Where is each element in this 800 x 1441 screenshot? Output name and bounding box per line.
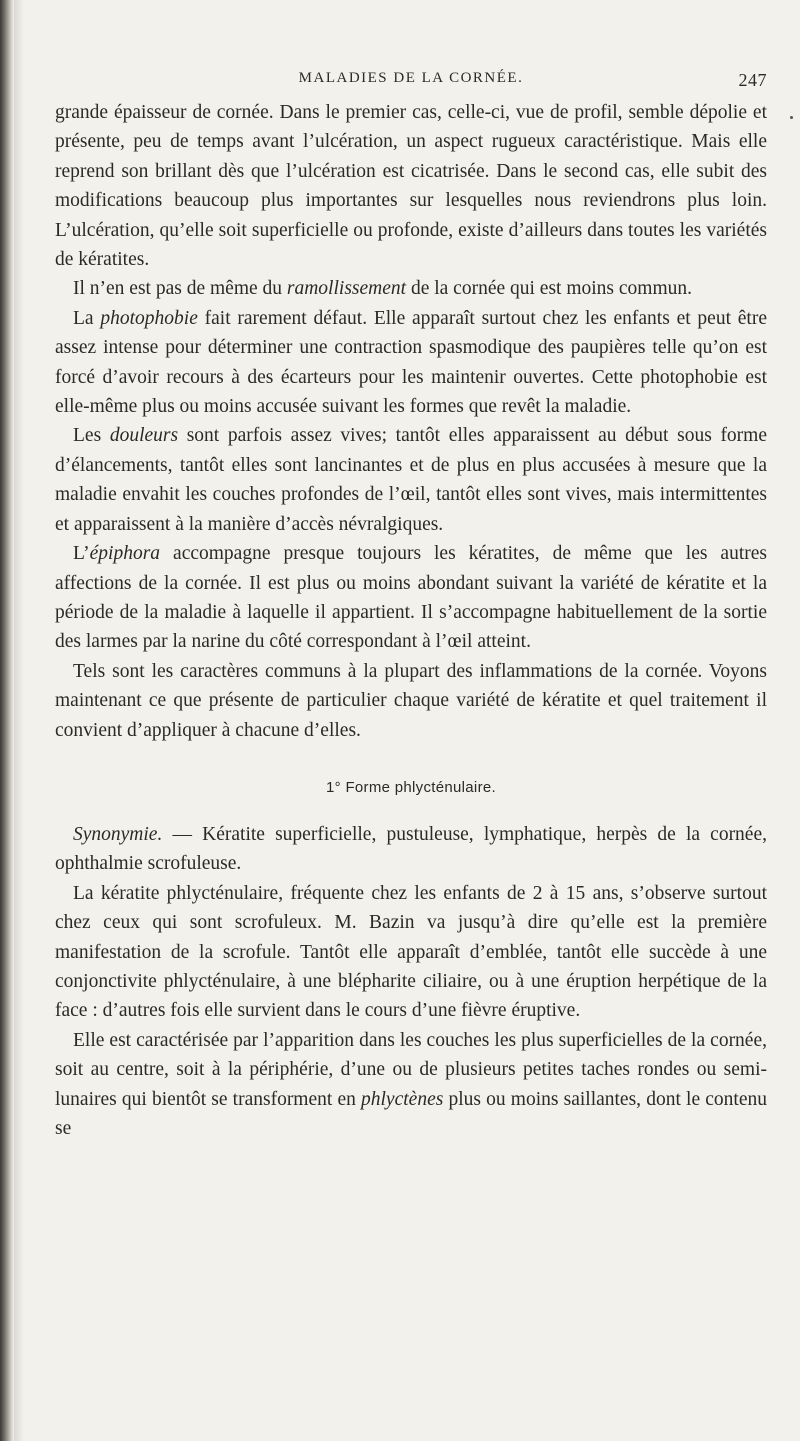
binding-shadow xyxy=(14,0,24,1441)
speck xyxy=(790,116,793,119)
paragraph xyxy=(55,98,767,274)
text-run: fait rarement défaut. Elle apparaît surtout chez les enfants et peut être assez intense pour déterminer une contraction spasmodique des paupières telle qu’on est forcé d’avoir recours à des écarteurs pour les maintenir ouvertes. Cette photophobie est elle-même plus ou moins accusée suivant les formes que revêt la maladie. xyxy=(55,307,767,418)
text-run: L’ xyxy=(73,543,90,565)
italic-term: photophobie xyxy=(100,307,198,329)
text-run: — Kératite superficielle, pustuleuse, lymphatique, herpès de la cornée, ophthalmie scrofuleuse. xyxy=(55,823,767,875)
italic-term: ramollissement xyxy=(286,278,407,300)
paragraph xyxy=(55,274,767,303)
italic-term: épiphora xyxy=(89,543,161,565)
paragraph xyxy=(55,1026,767,1144)
body-text-bottom xyxy=(55,820,767,1143)
text-run: de la cornée qui est moins commun. xyxy=(406,278,692,300)
body-text-top xyxy=(55,98,767,745)
section-heading: 1° Forme phlycténulaire. xyxy=(326,778,496,796)
text-run: grande épaisseur de cornée. Dans le premier cas, celle-ci, vue de profil, semble dépolie et présente, peu de temps avant l’ulcération, un aspect rugueux caractéristique. Mais elle reprend son brillant dès que l’ulcération est cicatrisée. Dans le second cas, elle subit des modifications beaucoup plus importantes sur lesquelles nous reviendrons plus loin. L’ulcération, qu’elle soit superficielle ou profonde, existe d’ailleurs dans toutes les variétés de kératites. xyxy=(55,102,767,271)
running-head xyxy=(55,70,767,92)
text-run: Elle est caractérisée par l’apparition dans les couches les plus superficielles de la cornée, soit au centre, soit à la périphérie, d’une ou de plusieurs petites taches rondes ou semi-lunaires qui bientôt se transforment en xyxy=(55,1029,767,1110)
text-run: Tels sont les caractères communs à la plupart des inflammations de la cornée. Voyons maintenant ce que présente de particulier chaque variété de kératite et quel traitement il convient d’appliquer à chacune d’elles. xyxy=(55,660,767,741)
text-run: Les xyxy=(73,425,110,447)
text-run: sont parfois assez vives; tantôt elles apparaissent au début sous forme d’élancements, tantôt elles sont lancinantes et de plus en plus accusées à mesure que la maladie envahit les couches profondes de l’œil, tantôt elles sont vives, mais intermittentes et apparaissent à la manière d’accès névralgiques. xyxy=(55,425,767,535)
book-page xyxy=(55,70,767,1143)
text-run: plus ou moins saillantes, dont le contenu se xyxy=(55,1088,767,1139)
running-head-title: MALADIES DE LA CORNÉE. xyxy=(298,70,524,86)
paragraph xyxy=(55,421,767,539)
text-run: accompagne presque toujours les kératites, de même que les autres affections de la cornée. Il est plus ou moins abondant suivant la variété de kératite et la période de la maladie à laquelle il appartient. Il s’accompagne habituellement de la sortie des larmes par la narine du côté correspondant à l’œil atteint. xyxy=(55,543,767,653)
paragraph xyxy=(55,304,767,422)
page-number: 247 xyxy=(738,70,767,90)
italic-term: Synonymie. xyxy=(73,823,163,845)
paragraph xyxy=(55,539,767,657)
paragraph xyxy=(55,879,767,1026)
paragraph xyxy=(55,820,767,879)
text-run: La kératite phlycténulaire, fréquente chez les enfants de 2 à 15 ans, s’observe surtout chez ceux qui sont scrofuleux. M. Bazin va jusqu’à dire qu’elle est la première manifestation de la scrofule. Tantôt elle apparaît d’emblée, tantôt elle succède à une conjonctivite phlycténulaire, à une blépharite ciliaire, ou à une éruption herpétique de la face : d’autres fois elle survient dans le cours d’une fièvre éruptive. xyxy=(55,882,767,1022)
italic-term: douleurs xyxy=(109,425,179,447)
text-run: La xyxy=(73,307,101,329)
italic-term: phlyctènes xyxy=(361,1088,444,1110)
book-binding-edge xyxy=(0,0,14,1441)
text-run: Il n’en est pas de même du xyxy=(73,278,287,300)
paragraph xyxy=(55,657,767,745)
